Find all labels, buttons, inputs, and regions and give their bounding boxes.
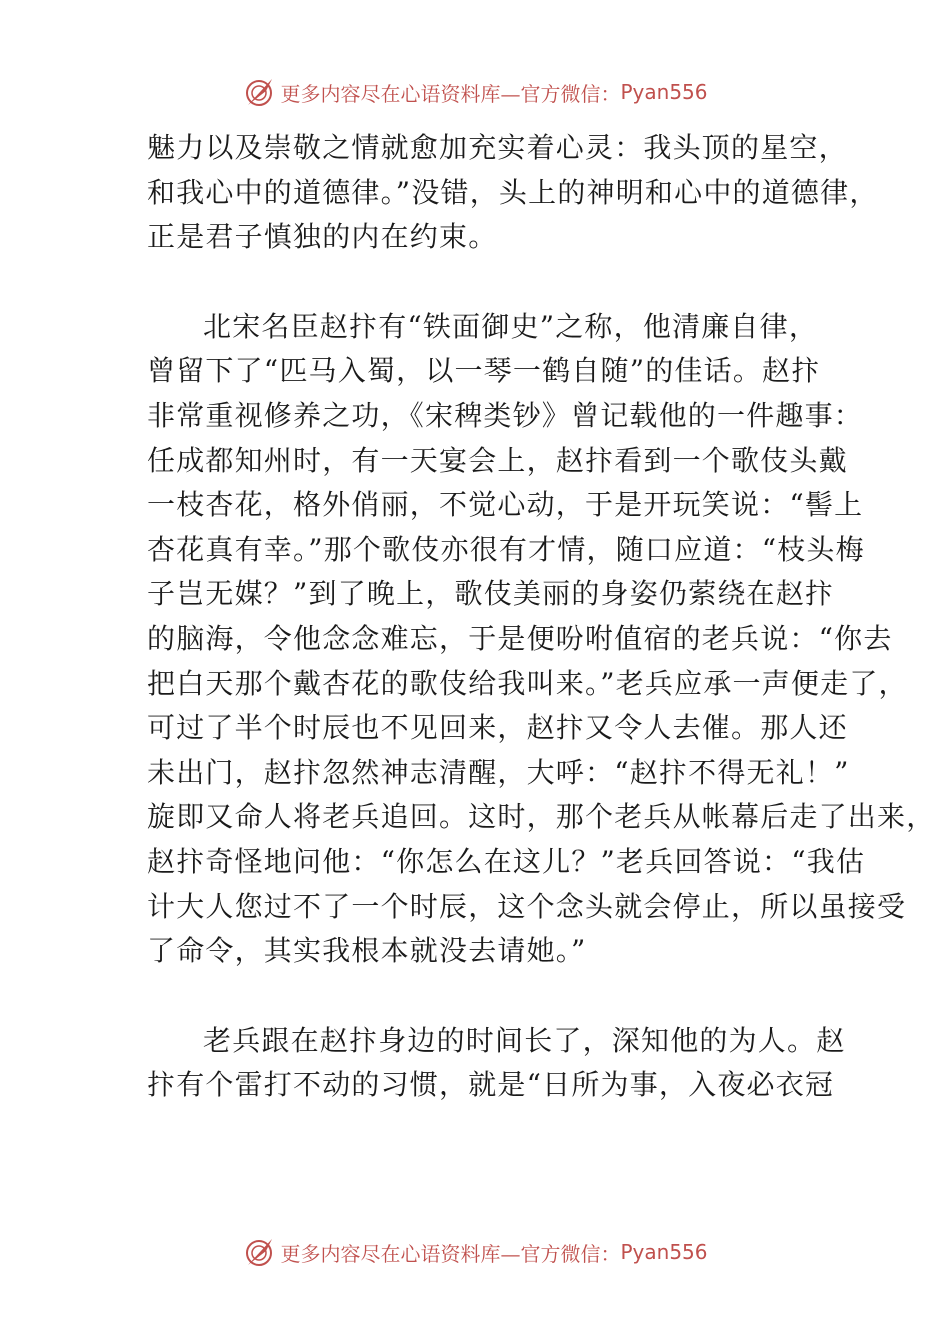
text-line: 把白天那个戴杏花的歌伎给我叫来。”老兵应承一声便走了， xyxy=(147,666,908,700)
paragraph-gap xyxy=(147,260,847,305)
text-line: 魅力以及崇敬之情就愈加充实着心灵：我头顶的星空， xyxy=(147,131,848,164)
quill-circle-logo-icon xyxy=(242,75,276,109)
text-line: 可过了半个时辰也不见回来，赵抃又令人去催。那人还 xyxy=(147,711,848,745)
document-body xyxy=(147,126,936,1108)
watermark-wechat-id: Pyan556 xyxy=(620,1240,708,1264)
text-line: 非常重视修养之功，《宋稗类钞》曾记载他的一件趣事： xyxy=(147,398,864,432)
text-line: 了命令，其实我根本就没去请她。” xyxy=(147,934,587,968)
header-watermark xyxy=(0,72,950,112)
paragraph xyxy=(147,305,936,974)
text-line: 计大人您过不了一个时辰，这个念头就会停止，所以虽接受 xyxy=(147,889,907,923)
text-line: 的脑海，令他念念难忘，于是便吩咐值宿的老兵说：“你去 xyxy=(147,621,893,655)
text-line: 抃有个雷打不动的习惯，就是“日所为事，入夜必衣冠 xyxy=(147,1068,835,1102)
text-line: 北宋名臣赵抃有“铁面御史”之称，他清廉自律， xyxy=(203,309,819,343)
watermark-wechat-id: Pyan556 xyxy=(620,80,708,104)
paragraph-gap xyxy=(147,974,847,1019)
quill-circle-logo-icon xyxy=(242,1235,276,1269)
watermark-text: 更多内容尽在心语资料库—官方微信： xyxy=(280,81,621,106)
text-line: 任成都知州时，有一天宴会上，赵抃看到一个歌伎头戴 xyxy=(147,443,848,477)
text-line: 旋即又命人将老兵追回。这时，那个老兵从帐幕后走了出来， xyxy=(147,800,936,834)
footer-watermark xyxy=(0,1232,950,1272)
text-line: 正是君子慎独的内在约束。 xyxy=(147,220,498,254)
paragraph xyxy=(147,126,879,260)
text-line: 和我心中的道德律。”没错，头上的神明和心中的道德律， xyxy=(147,175,879,209)
text-line: 子岂无媒？”到了晚上，歌伎美丽的身姿仍萦绕在赵抃 xyxy=(147,577,835,611)
text-line: 曾留下了“匹马入蜀，以一琴一鹤自随”的佳话。赵抃 xyxy=(147,354,821,388)
text-line: 杏花真有幸。”那个歌伎亦很有才情，随口应道：“枝头梅 xyxy=(147,532,865,566)
watermark-text: 更多内容尽在心语资料库—官方微信： xyxy=(280,1241,621,1266)
text-line: 一枝杏花，格外俏丽，不觉心动，于是开玩笑说：“髻上 xyxy=(147,488,864,522)
text-line: 赵抃奇怪地问他：“你怎么在这儿？”老兵回答说：“我估 xyxy=(147,844,866,878)
text-line: 老兵跟在赵抃身边的时间长了，深知他的为人。赵 xyxy=(203,1023,846,1057)
text-line: 未出门，赵抃忽然神志清醒，大呼：“赵抃不得无礼！” xyxy=(147,755,850,789)
paragraph xyxy=(147,1019,847,1108)
